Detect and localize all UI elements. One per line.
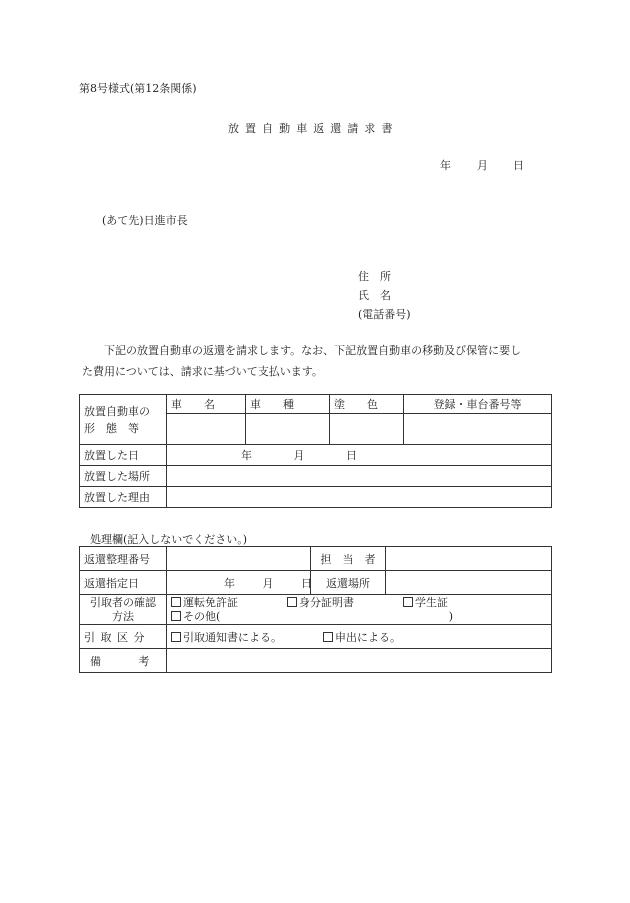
vehicle-form-header-line1: 放置自動車の <box>84 404 150 418</box>
pickup-option-request[interactable] <box>323 631 401 644</box>
checkbox-icon <box>323 632 333 642</box>
request-statement-line2: た費用については、請求に基づいて支払います。 <box>82 365 323 378</box>
processing-caption: 処理欄(記入しないでください。) <box>90 533 248 546</box>
checkbox-icon <box>287 597 297 607</box>
return-place-field[interactable] <box>386 571 552 595</box>
return-place-label: 返還場所 <box>311 571 386 595</box>
form-title: 放置自動車返還請求書 <box>228 122 399 135</box>
date-day: 日 <box>513 159 524 172</box>
remarks-label-text: 備 考 <box>90 654 163 668</box>
control-number-label: 返還整理番号 <box>80 547 167 571</box>
pickup-option-notice-label: 引取通知書による。 <box>183 630 282 644</box>
vehicle-form-header-line2: 形 態 等 <box>84 421 139 435</box>
checkbox-icon <box>171 597 181 607</box>
remarks-label <box>80 649 167 673</box>
form-number: 第8号様式(第12条関係) <box>79 82 197 95</box>
processing-table <box>79 546 552 673</box>
date-year: 年 <box>440 159 451 172</box>
abandoned-date-month: 月 <box>293 449 305 462</box>
request-statement <box>82 340 552 382</box>
header-vehicle-color: 塗 色 <box>330 395 404 414</box>
designated-date-month: 月 <box>262 576 274 590</box>
designated-date-label: 返還指定日 <box>80 571 167 595</box>
phone-label: (電話番号) <box>358 308 411 321</box>
id-check-label-line2: 方法 <box>112 609 134 623</box>
pickup-option-request-label: 申出による。 <box>335 630 401 644</box>
designated-date-year: 年 <box>224 576 235 590</box>
id-option-student-card[interactable] <box>403 596 448 609</box>
abandoned-place-field[interactable] <box>167 466 552 487</box>
checkbox-icon <box>171 611 181 621</box>
abandoned-date-field[interactable] <box>167 445 552 466</box>
abandoned-place-label: 放置した場所 <box>80 466 167 487</box>
registration-number-field[interactable] <box>404 414 552 445</box>
request-statement-line1: 下記の放置自動車の返還を請求します。なお、下記放置自動車の移動及び保管に要し <box>104 344 522 357</box>
header-vehicle-type: 車 種 <box>246 395 330 414</box>
abandoned-date-label: 放置した日 <box>80 445 167 466</box>
id-option-other-label: その他( <box>183 609 221 623</box>
id-check-label <box>80 595 167 625</box>
pickup-options <box>167 625 552 649</box>
remarks-field[interactable] <box>167 649 552 673</box>
designated-date-field[interactable] <box>167 571 311 595</box>
checkbox-icon <box>171 632 181 642</box>
id-option-id-card-label: 身分証明書 <box>299 595 354 609</box>
header-registration-number: 登録・車台番号等 <box>404 395 552 414</box>
id-option-license[interactable] <box>171 596 287 610</box>
abandoned-reason-label: 放置した理由 <box>80 487 167 508</box>
abandoned-date-year: 年 <box>241 449 252 462</box>
abandoned-date-day: 日 <box>346 449 357 462</box>
addressee: (あて先)日進市長 <box>102 214 188 227</box>
id-option-license-label: 運転免許証 <box>183 595 238 609</box>
checkbox-icon <box>403 597 413 607</box>
control-number-field[interactable] <box>167 547 311 571</box>
id-option-other[interactable] <box>171 610 220 623</box>
vehicle-color-field[interactable] <box>330 414 404 445</box>
vehicle-table <box>79 394 552 508</box>
id-option-student-card-label: 学生証 <box>415 595 448 609</box>
vehicle-name-field[interactable] <box>167 414 246 445</box>
id-option-id-card[interactable] <box>287 596 403 610</box>
staff-field[interactable] <box>386 547 552 571</box>
id-check-label-line1: 引取者の確認 <box>90 595 156 609</box>
vehicle-type-field[interactable] <box>246 414 330 445</box>
pickup-label: 引取区分 <box>80 625 167 649</box>
date-month: 月 <box>477 159 488 172</box>
pickup-option-notice[interactable] <box>171 629 323 645</box>
staff-label: 担 当 者 <box>311 547 386 571</box>
name-label: 氏 名 <box>358 289 391 302</box>
designated-date-day: 日 <box>301 576 312 590</box>
id-check-options <box>167 595 552 625</box>
vehicle-form-header <box>80 395 167 445</box>
id-option-other-close: ) <box>448 609 454 623</box>
header-vehicle-name: 車 名 <box>167 395 246 414</box>
address-label: 住 所 <box>358 270 391 283</box>
abandoned-reason-field[interactable] <box>167 487 552 508</box>
